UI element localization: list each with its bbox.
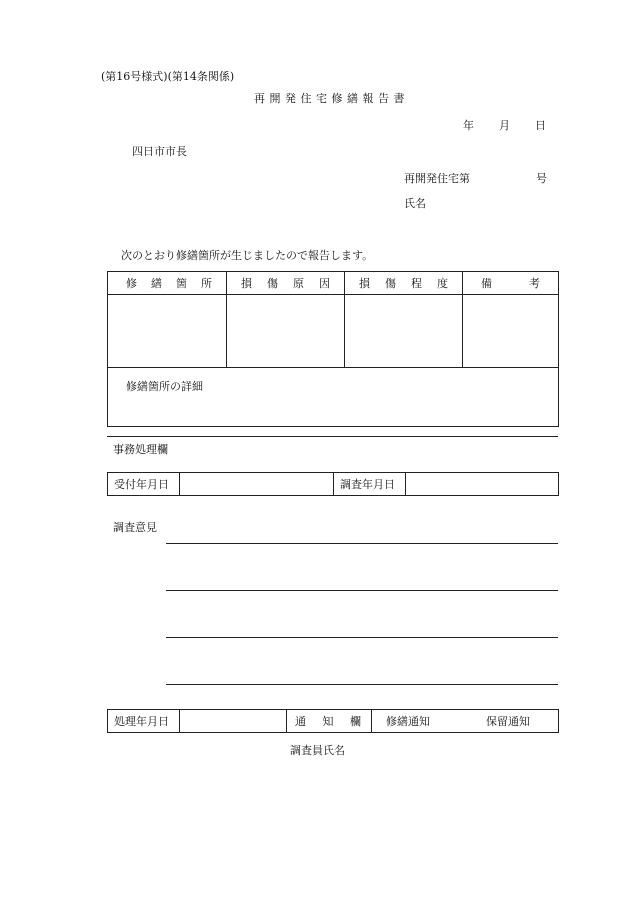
- received-date-label: 受付年月日: [108, 473, 180, 496]
- repair-detail-cell[interactable]: [108, 368, 559, 427]
- processing-table: [107, 709, 559, 733]
- remarks-cell[interactable]: [463, 295, 559, 368]
- office-section-divider: [107, 436, 558, 437]
- inspection-date-field[interactable]: [406, 473, 559, 496]
- hold-notice-option[interactable]: 保留通知: [486, 715, 530, 728]
- inspection-date-label: 調査年月日: [334, 473, 406, 496]
- damage-extent-cell[interactable]: [345, 295, 463, 368]
- opinion-line-3[interactable]: [166, 637, 558, 638]
- date-day-label: 日: [535, 119, 546, 132]
- addressee: 四日市市長: [132, 145, 187, 158]
- opinion-line-1[interactable]: [166, 543, 558, 544]
- opinion-line-2[interactable]: [166, 590, 558, 591]
- repair-detail-label: 修繕箇所の詳細: [126, 380, 203, 393]
- inspector-name-label: 調査員氏名: [290, 744, 345, 757]
- opinion-line-4[interactable]: [166, 684, 558, 685]
- repair-notice-option[interactable]: 修繕通知: [386, 715, 430, 728]
- header-repair-location: 修 繕 箇 所: [108, 272, 227, 295]
- header-damage-extent: 損 傷 程 度: [345, 272, 463, 295]
- intro-text: 次のとおり修繕箇所が生じましたので報告します。: [121, 249, 374, 262]
- notice-column-label: 通 知 欄: [287, 710, 372, 733]
- office-section-title: 事務処理欄: [113, 443, 168, 456]
- repair-location-cell[interactable]: [108, 295, 227, 368]
- header-damage-cause: 損 傷 原 因: [227, 272, 345, 295]
- processing-date-label: 処理年月日: [108, 710, 180, 733]
- damage-cause-cell[interactable]: [227, 295, 345, 368]
- header-remarks: 備 考: [463, 272, 559, 295]
- repair-table: [107, 271, 559, 427]
- notice-options-cell: [372, 710, 559, 733]
- date-year-label: 年: [463, 119, 474, 132]
- date-month-label: 月: [499, 119, 510, 132]
- document-title: 再開発住宅修繕報告書: [254, 92, 409, 105]
- processing-date-field[interactable]: [180, 710, 287, 733]
- date-table: [107, 472, 559, 496]
- received-date-field[interactable]: [180, 473, 334, 496]
- form-number: (第16号様式)(第14条関係): [101, 70, 235, 83]
- housing-number-label: 再開発住宅第: [404, 172, 470, 185]
- name-label: 氏名: [404, 197, 426, 210]
- inspection-opinion-label: 調査意見: [113, 521, 157, 534]
- housing-number-suffix: 号: [536, 172, 547, 185]
